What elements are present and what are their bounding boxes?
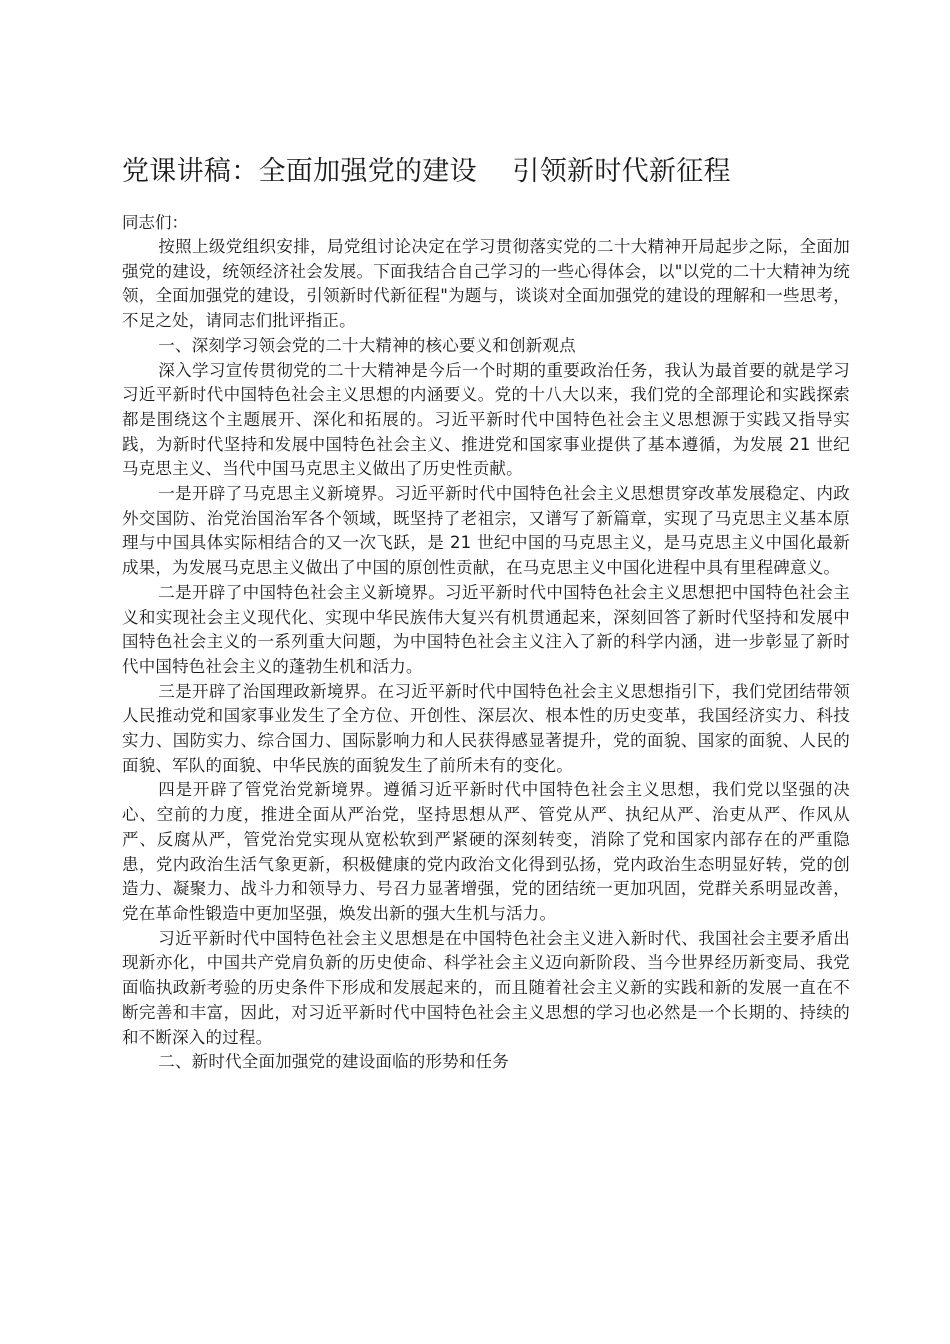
greeting: 同志们： bbox=[122, 213, 188, 232]
paragraph-intro: 按照上级党组织安排，局党组讨论决定在学习贯彻落实党的二十大精神开局起步之际，全面加强党的建设，统领经济社会发展。下面我结合自己学习的一些心得体会，以"以党的二十大精神为统领，全面加强党的建设，引领新时代新征程"为题与，谈谈对全面加强党的建设的理解和一些思考，不足之处，请同志们批评指正。 bbox=[122, 237, 850, 331]
paragraph: 二是开辟了中国特色社会主义新境界。习近平新时代中国特色社会主义思想把中国特色社会主义和实现社会主义现代化、实现中华民族伟大复兴有机贯通起来，深刻回答了新时代坚持和发展中国特色社会主义的一系列重大问题，为中国特色社会主义注入了新的科学内涵，进一步彰显了新时代中国特色社会主义的蓬勃生机和活力。 bbox=[122, 582, 850, 676]
paragraph: 习近平新时代中国特色社会主义思想是在中国特色社会主义进入新时代、我国社会主要矛盾出现新亦化，中国共产党肩负新的历史使命、科学社会主义迈向新阶段、当今世界经历新变局、我党面临执政新考验的历史条件下形成和发展起来的，而且随着社会主义新的实践和新的发展一直在不断完善和丰富，因此，对习近平新时代中国特色社会主义思想的学习也必然是一个长期的、持续的和不断深入的过程。 bbox=[122, 928, 850, 1047]
document-title: 党课讲稿：全面加强党的建设 引领新时代新征程 bbox=[122, 156, 731, 187]
paragraph: 四是开辟了管党治党新境界。遵循习近平新时代中国特色社会主义思想，我们党以坚强的决心、空前的力度，推进全面从严治党，坚持思想从严、管党从严、执纪从严、治吏从严、作风从严、反腐从严，管党治党实现从宽松软到严紧硬的深刻转变，消除了党和国家内部存在的严重隐患，党内政治生活气象更新，积极健康的党内政治文化得到弘扬，党内政治生态明显好转，党的创造力、凝聚力、战斗力和领导力、号召力显著增强，党的团结统一更加巩固，党群关系明显改善，党在革命性锻造中更加坚强，焕发出新的强大生机与活力。 bbox=[122, 780, 850, 923]
paragraph: 三是开辟了治国理政新境界。在习近平新时代中国特色社会主义思想指引下，我们党团结带领人民推动党和国家事业发生了全方位、开创性、深层次、根本性的历史变革，我国经济实力、科技实力、国防实力、综合国力、国际影响力和人民获得感显著提升，党的面貌、国家的面貌、人民的面貌、军队的面貌、中华民族的面貌发生了前所未有的变化。 bbox=[122, 681, 850, 775]
paragraph: 一是开辟了马克思主义新境界。习近平新时代中国特色社会主义思想贯穿改革发展稳定、内政外交国防、治党治国治军各个领域，既坚持了老祖宗，又谱写了新篇章，实现了马克思主义基本原理与中国具体实际相结合的又一次飞跃，是 21 世纪中国的马克思主义，是马克思主义中国化最新成果，为发展马克思主义做出了中国的原创性贡献，在马克思主义中国化进程中具有里程碑意义。 bbox=[122, 484, 850, 578]
paragraph: 深入学习宣传贯彻党的二十大精神是今后一个时期的重要政治任务，我认为最首要的就是学习习近平新时代中国特色社会主义思想的内涵要义。党的十八大以来，我们党的全部理论和实践探索都是围绕这个主题展开、深化和拓展的。习近平新时代中国特色社会主义思想源于实践又指导实践，为新时代坚持和发展中国特色社会主义、推进党和国家事业提供了基本遵循，为发展 21 世纪马克思主义、当代中国马克思主义做出了历史性贡献。 bbox=[122, 360, 850, 479]
section-heading-1: 一、深刻学习领会党的二十大精神的核心要义和创新观点 bbox=[158, 335, 576, 355]
section-heading-2: 二、新时代全面加强党的建设面临的形势和任务 bbox=[158, 1052, 509, 1072]
document-body bbox=[122, 235, 850, 1075]
